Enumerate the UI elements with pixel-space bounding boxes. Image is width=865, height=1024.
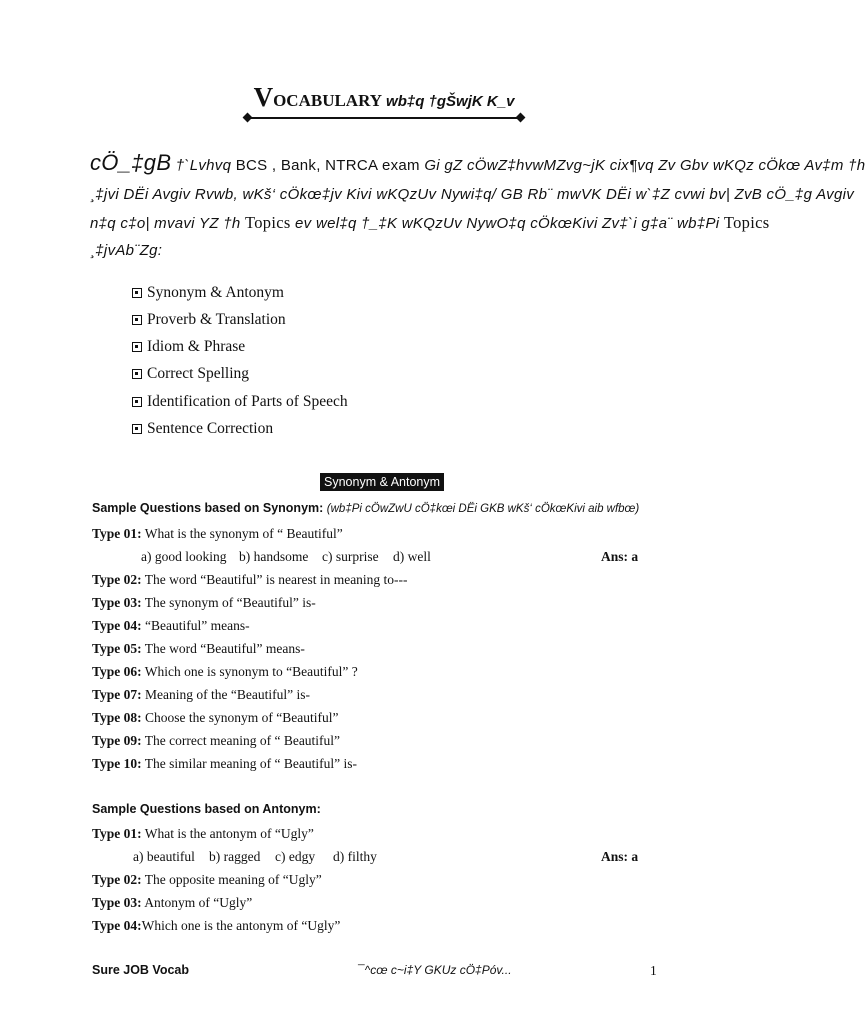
question-text: What is the antonym of “Ugly”: [144, 826, 314, 841]
topic-item: [132, 393, 348, 411]
topic-item: [132, 420, 273, 438]
question-row: [92, 641, 305, 657]
intro-text: Gi gZ cÖwZ‡hvwMZvg~jK cix¶vq Zv Gbv wKQz cÖkœ Av‡m †h: [424, 157, 865, 174]
topic-label: Sentence Correction: [147, 420, 274, 437]
bullet-icon: [132, 288, 142, 298]
topic-label: Idiom & Phrase: [147, 338, 246, 355]
question-label: Type 02:: [92, 572, 142, 587]
intro-line-2: ¸‡jvi DËi Avgiv Rvwb, wKš‘ cÖkœ‡jv Kivi wKQzUv Nywi‡q/ GB Rb¨ mwVK DËi w`‡Z cvwi bv| ZvB cÖ_‡g Avgiv: [90, 186, 855, 203]
title-rest: OCABULARY: [273, 91, 383, 110]
topic-label: Proverb & Translation: [147, 311, 286, 328]
question-row: [92, 595, 316, 611]
intro-text: n‡q c‡o| mvavi YZ †h: [90, 215, 241, 232]
question-text: Choose the synonym of “Beautiful”: [145, 710, 339, 725]
question-text: The correct meaning of “ Beautiful”: [144, 733, 341, 748]
question-label: Type 03:: [92, 895, 142, 910]
question-label: Type 09:: [92, 733, 142, 748]
topic-label: Correct Spelling: [147, 365, 250, 382]
antonym-header: Sample Questions based on Antonym:: [92, 802, 321, 816]
question-row: [92, 618, 250, 634]
bullet-icon: [132, 397, 142, 407]
topic-item: [132, 338, 245, 356]
question-label: Type 05:: [92, 641, 142, 656]
question-text: Antonym of “Ugly”: [144, 895, 253, 910]
answer: Ans: a: [601, 849, 639, 864]
topic-label: Identification of Parts of Speech: [147, 393, 348, 410]
title-tail: wb‡q †gŠwjK K_v: [386, 93, 515, 110]
topic-item: [132, 311, 286, 329]
question-text: The similar meaning of “ Beautiful” is-: [144, 756, 357, 771]
question-row: [92, 526, 343, 542]
question-label: Type 01:: [92, 526, 142, 541]
topic-label: Synonym & Antonym: [147, 284, 284, 301]
intro-exams: BCS , Bank, NTRCA exam: [235, 157, 420, 174]
intro-line-1: [90, 150, 865, 176]
synonym-header-note: (wb‡Pi cÖwZwU cÖ‡kœi DËi GKB wKš‘ cÖkœKivi aib wfbœ): [326, 503, 640, 515]
title-divider: [248, 117, 520, 119]
page-title: [0, 82, 768, 113]
question-text: The word “Beautiful” means-: [144, 641, 305, 656]
question-text: The opposite meaning of “Ugly”: [144, 872, 322, 887]
bullet-icon: [132, 424, 142, 434]
question-row: [92, 826, 314, 842]
intro-topics-word: Topics: [245, 213, 291, 232]
question-label: Type 07:: [92, 687, 142, 702]
bullet-icon: [132, 342, 142, 352]
title-initial: V: [253, 82, 274, 112]
question-row: [92, 572, 408, 588]
intro-line-4: ¸‡jvAb¨Zg:: [90, 242, 163, 259]
synonym-header-label: Sample Questions based on Synonym:: [92, 501, 324, 515]
intro-text: †`Lvhvq: [175, 157, 232, 174]
option: b) ragged: [209, 849, 261, 864]
question-label: Type 08:: [92, 710, 142, 725]
option: d) filthy: [333, 849, 377, 864]
question-label: Type 10:: [92, 756, 142, 771]
question-label: Type 04:: [92, 918, 142, 933]
option: d) well: [393, 549, 431, 564]
divider-diamond-left: [243, 113, 253, 123]
option: b) handsome: [239, 549, 309, 564]
question-row: [92, 872, 322, 888]
intro-lead: cÖ_‡gB: [90, 150, 172, 175]
option: a) good looking: [141, 549, 227, 564]
question-text: Meaning of the “Beautiful” is-: [145, 687, 310, 702]
question-text: The word “Beautiful” is nearest in meaning to---: [144, 572, 408, 587]
question-text: Which one is synonym to “Beautiful” ?: [144, 664, 358, 679]
question-row: [92, 733, 340, 749]
footer-title: Sure JOB Vocab: [92, 963, 190, 977]
question-text: The synonym of “Beautiful” is-: [144, 595, 316, 610]
answer: Ans: a: [601, 549, 639, 564]
question-row: [92, 664, 358, 680]
option: c) edgy: [275, 849, 316, 864]
intro-topics-word: Topics: [723, 213, 770, 232]
topic-item: [132, 365, 249, 383]
divider-diamond-right: [516, 113, 526, 123]
question-label: Type 04:: [92, 618, 142, 633]
question-text: Which one is the antonym of “Ugly”: [141, 918, 341, 933]
question-row: [92, 710, 338, 726]
intro-text: ev wel‡q †_‡K wKQzUv NywO‡q cÖkœKivi Zv‡`i g‡a¨ wb‡Pi: [295, 215, 720, 232]
question-label: Type 02:: [92, 872, 142, 887]
question-row: [92, 918, 340, 934]
topic-item: [132, 284, 284, 302]
question-label: Type 03:: [92, 595, 142, 610]
question-row: [92, 895, 252, 911]
synonym-header: [92, 501, 639, 515]
option: c) surprise: [322, 549, 379, 564]
intro-line-3: [90, 213, 769, 233]
question-text: “Beautiful” means-: [145, 618, 250, 633]
section-title: Synonym & Antonym: [320, 473, 444, 491]
question-row: [92, 756, 357, 772]
footer-tagline: ¯^cœ c~i‡Y GKUz cÖ‡Póv...: [358, 963, 512, 977]
question-label: Type 06:: [92, 664, 142, 679]
page-number: 1: [650, 963, 657, 978]
question-row: [92, 687, 310, 703]
question-text: What is the synonym of “ Beautiful”: [144, 526, 343, 541]
bullet-icon: [132, 369, 142, 379]
option: a) beautiful: [133, 849, 195, 864]
question-label: Type 01:: [92, 826, 142, 841]
bullet-icon: [132, 315, 142, 325]
